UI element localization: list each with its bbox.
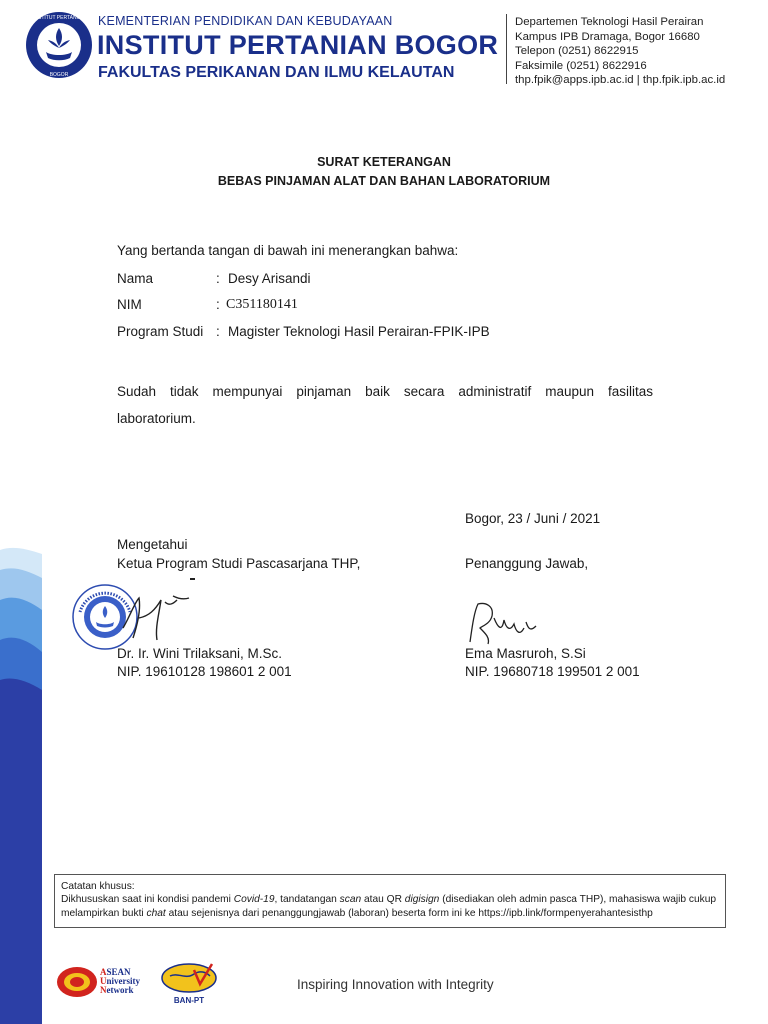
aun-initial: A — [100, 967, 107, 977]
note-text: atau sejenisnya dari penanggungjawab (laboran) beserta form ini ke https://ipb.link/formpenyerahantesisthp — [165, 907, 653, 919]
contact-fax: Faksimile (0251) 8622916 — [515, 59, 647, 72]
aun-logo-icon — [56, 966, 98, 998]
right-signer-role: Penanggung Jawab, — [465, 556, 589, 571]
header-divider — [506, 14, 507, 84]
banpt-label: BAN-PT — [173, 996, 205, 1005]
left-signer-role: Ketua Program Studi Pascasarjana THP, — [117, 556, 361, 571]
right-signature-icon — [464, 598, 544, 648]
aun-rest: etwork — [106, 984, 134, 995]
tagline: Inspiring Innovation with Integrity — [297, 977, 494, 992]
field-separator: : — [216, 297, 220, 312]
note-italic: Covid-19 — [233, 894, 275, 906]
field-value-name: Desy Arisandi — [228, 271, 311, 286]
faculty-name: FAKULTAS PERIKANAN DAN ILMU KELAUTAN — [98, 64, 455, 81]
note-text: Dikhususkan saat ini kondisi pandemi — [61, 894, 234, 906]
statement-paragraph: Sudah tidak mempunyai pinjaman baik secara administratif maupun fasilitas laboratorium. — [117, 384, 653, 426]
aun-initial: N — [100, 984, 107, 995]
contact-phone: Telepon (0251) 8622915 — [515, 45, 639, 58]
note-heading: Catatan khusus: — [61, 881, 135, 892]
side-wave-decoration — [0, 540, 42, 1024]
intro-text: Yang bertanda tangan di bawah ini menerangkan bahwa: — [117, 243, 459, 258]
ministry-name: KEMENTERIAN PENDIDIKAN DAN KEBUDAYAAN — [98, 14, 393, 28]
contact-email-web: thp.fpik@apps.ipb.ac.id | thp.fpik.ipb.ac.id — [515, 74, 726, 87]
aun-rest: niversity — [106, 975, 140, 986]
field-value-program: Magister Teknologi Hasil Perairan-FPIK-IPB — [228, 324, 490, 339]
document-subtitle: BEBAS PINJAMAN ALAT DAN BAHAN LABORATORIUM — [217, 174, 551, 188]
aun-rest: SEAN — [106, 967, 131, 977]
contact-block — [515, 15, 725, 88]
aun-initial: U — [100, 975, 107, 986]
left-signer-nip: NIP. 19610128 198601 2 001 — [117, 664, 292, 679]
document-title: SURAT KETERANGAN — [317, 155, 451, 169]
banpt-logo-icon — [160, 962, 218, 1006]
note-italic: chat — [146, 907, 166, 919]
right-signer-name: Ema Masruroh, S.Si — [465, 646, 586, 661]
note-italic: scan — [339, 894, 362, 906]
left-signer-name: Dr. Ir. Wini Trilaksani, M.Sc. — [117, 646, 283, 661]
field-separator: : — [216, 271, 220, 286]
left-signature-icon — [115, 588, 205, 648]
place-date: Bogor, 23 / Juni / 2021 — [465, 511, 601, 526]
note-line-1 — [61, 893, 719, 906]
right-signer-nip: NIP. 19680718 199501 2 001 — [465, 664, 640, 679]
ipb-logo-icon — [24, 10, 94, 80]
aun-line — [100, 986, 140, 995]
aun-label — [100, 968, 140, 994]
field-value-nim: C351180141 — [226, 297, 298, 312]
note-line-2 — [61, 907, 719, 920]
acknowledge-label: Mengetahui — [117, 537, 188, 552]
note-text: melampirkan bukti — [61, 907, 147, 919]
institution-name: INSTITUT PERTANIAN BOGOR — [97, 30, 499, 60]
field-label-name: Nama — [117, 271, 154, 286]
field-separator: : — [216, 324, 220, 339]
contact-address: Kampus IPB Dramaga, Bogor 16680 — [515, 30, 700, 43]
note-text: atau QR — [361, 894, 405, 906]
field-label-nim: NIM — [117, 297, 142, 312]
note-text: (disediakan oleh admin pasca THP), mahasiswa wajib cukup — [439, 894, 717, 906]
svg-text:BOGOR: BOGOR — [49, 72, 69, 78]
note-italic: digisign — [404, 894, 440, 906]
dash-mark — [190, 578, 195, 580]
note-text: , tandatangan — [274, 894, 340, 906]
svg-text:INSTITUT PERTANIAN: INSTITUT PERTANIAN — [33, 15, 85, 21]
field-label-program: Program Studi — [117, 324, 204, 339]
contact-department: Departemen Teknologi Hasil Perairan — [515, 16, 704, 28]
special-note-box — [54, 874, 726, 928]
